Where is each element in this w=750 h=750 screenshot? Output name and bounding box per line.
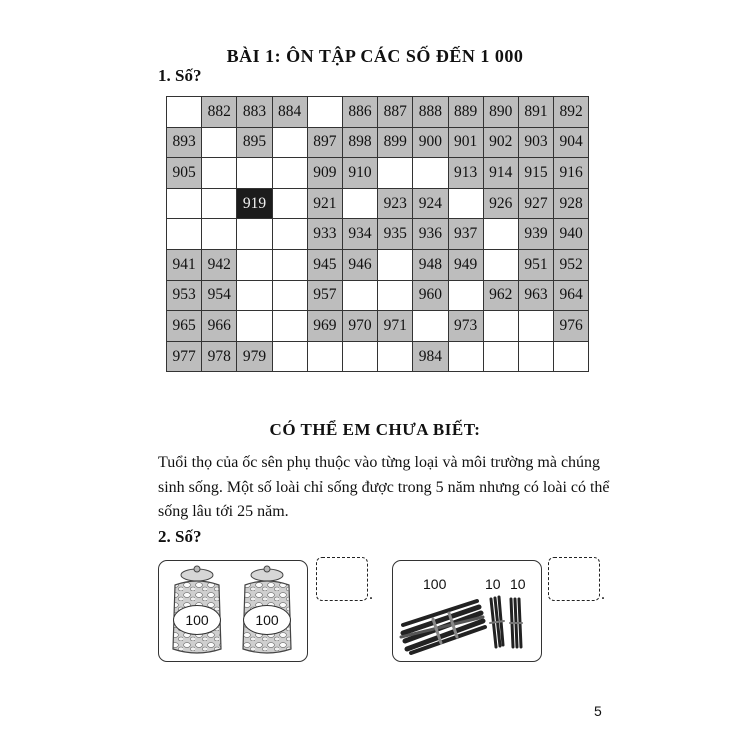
grid-empty-cell[interactable] xyxy=(272,188,307,219)
grid-empty-cell[interactable] xyxy=(448,341,483,372)
grid-number-cell: 926 xyxy=(483,188,518,219)
grid-empty-cell[interactable] xyxy=(342,280,377,311)
grid-empty-cell[interactable] xyxy=(448,188,483,219)
page-number: 5 xyxy=(594,703,602,719)
grid-number-cell: 973 xyxy=(448,311,483,342)
grid-row xyxy=(167,219,589,250)
grid-number-cell: 900 xyxy=(413,127,448,158)
grid-number-cell: 935 xyxy=(378,219,413,250)
grid-number-cell: 942 xyxy=(202,249,237,280)
grid-number-cell: 936 xyxy=(413,219,448,250)
grid-empty-cell[interactable] xyxy=(342,188,377,219)
grid-number-cell: 901 xyxy=(448,127,483,158)
grid-number-cell: 927 xyxy=(518,188,553,219)
grid-number-cell: 882 xyxy=(202,97,237,128)
grid-number-cell: 928 xyxy=(554,188,589,219)
grid-number-cell: 924 xyxy=(413,188,448,219)
grid-empty-cell[interactable] xyxy=(272,311,307,342)
grid-number-cell: 895 xyxy=(237,127,272,158)
grid-number-cell: 976 xyxy=(554,311,589,342)
ten-bundle-1-icon xyxy=(490,597,504,647)
grid-row xyxy=(167,188,589,219)
ten-label-2: 10 xyxy=(510,576,526,592)
hundred-label: 100 xyxy=(423,576,447,592)
grid-empty-cell[interactable] xyxy=(167,219,202,250)
grid-number-cell: 898 xyxy=(342,127,377,158)
grid-empty-cell[interactable] xyxy=(413,158,448,189)
grid-number-cell: 903 xyxy=(518,127,553,158)
grid-number-cell: 979 xyxy=(237,341,272,372)
grid-empty-cell[interactable] xyxy=(307,341,342,372)
grid-number-cell: 957 xyxy=(307,280,342,311)
grid-empty-cell[interactable] xyxy=(237,311,272,342)
grid-number-cell: 970 xyxy=(342,311,377,342)
grid-number-cell: 890 xyxy=(483,97,518,128)
grid-empty-cell[interactable] xyxy=(202,127,237,158)
fact-paragraph: Tuổi thọ của ốc sên phụ thuộc vào từng loại và môi trường mà chúng sinh sống. Một số loài chỉ sống được trong 5 năm nhưng có loài có thể sống lâu tới 25 năm. xyxy=(158,454,610,520)
grid-empty-cell[interactable] xyxy=(272,127,307,158)
grid-empty-cell[interactable] xyxy=(237,280,272,311)
grid-empty-cell[interactable] xyxy=(483,249,518,280)
ten-bundle-2-icon xyxy=(510,599,522,647)
grid-empty-cell[interactable] xyxy=(237,158,272,189)
grid-empty-cell[interactable] xyxy=(413,311,448,342)
grid-empty-cell[interactable] xyxy=(167,188,202,219)
grid-number-cell: 921 xyxy=(307,188,342,219)
grid-number-cell: 910 xyxy=(342,158,377,189)
grid-number-cell: 891 xyxy=(518,97,553,128)
grid-number-cell: 883 xyxy=(237,97,272,128)
grid-number-cell: 914 xyxy=(483,158,518,189)
grid-empty-cell[interactable] xyxy=(378,158,413,189)
grid-number-cell: 978 xyxy=(202,341,237,372)
grid-empty-cell[interactable] xyxy=(483,341,518,372)
grid-number-cell: 964 xyxy=(554,280,589,311)
grid-empty-cell[interactable] xyxy=(483,311,518,342)
grid-empty-cell[interactable] xyxy=(202,158,237,189)
grid-number-cell: 939 xyxy=(518,219,553,250)
grid-number-cell: 897 xyxy=(307,127,342,158)
grid-number-cell: 902 xyxy=(483,127,518,158)
grid-row xyxy=(167,311,589,342)
answer-box-2[interactable] xyxy=(548,557,600,601)
grid-number-cell: 960 xyxy=(413,280,448,311)
grid-empty-cell[interactable] xyxy=(554,341,589,372)
grid-number-cell: 969 xyxy=(307,311,342,342)
grid-number-cell: 965 xyxy=(167,311,202,342)
grid-number-cell: 948 xyxy=(413,249,448,280)
grid-number-cell: 913 xyxy=(448,158,483,189)
grid-row xyxy=(167,158,589,189)
grid-row xyxy=(167,341,589,372)
grid-number-cell: 949 xyxy=(448,249,483,280)
grid-number-cell: 893 xyxy=(167,127,202,158)
grid-empty-cell[interactable] xyxy=(448,280,483,311)
grid-number-cell: 899 xyxy=(378,127,413,158)
grid-number-cell: 933 xyxy=(307,219,342,250)
grid-number-cell: 923 xyxy=(378,188,413,219)
grid-row xyxy=(167,127,589,158)
jar-1-label: 100 xyxy=(173,605,221,635)
grid-number-cell: 977 xyxy=(167,341,202,372)
grid-empty-cell[interactable] xyxy=(237,219,272,250)
grid-number-cell: 954 xyxy=(202,280,237,311)
exercise-2-label: 2. Số? xyxy=(158,527,202,546)
grid-empty-cell[interactable] xyxy=(272,341,307,372)
grid-number-cell: 941 xyxy=(167,249,202,280)
grid-empty-cell[interactable] xyxy=(167,97,202,128)
answer-1-period: . xyxy=(369,586,373,603)
grid-row xyxy=(167,97,589,128)
grid-number-cell: 945 xyxy=(307,249,342,280)
grid-number-cell: 915 xyxy=(518,158,553,189)
grid-empty-cell[interactable] xyxy=(378,341,413,372)
answer-box-1[interactable] xyxy=(316,557,368,601)
grid-number-cell: 889 xyxy=(448,97,483,128)
grid-number-cell: 971 xyxy=(378,311,413,342)
grid-number-cell: 934 xyxy=(342,219,377,250)
grid-number-cell: 984 xyxy=(413,341,448,372)
grid-empty-cell[interactable] xyxy=(342,341,377,372)
grid-row xyxy=(167,249,589,280)
grid-number-cell: 963 xyxy=(518,280,553,311)
grid-empty-cell[interactable] xyxy=(307,97,342,128)
grid-number-cell: 888 xyxy=(413,97,448,128)
grid-number-cell: 966 xyxy=(202,311,237,342)
grid-number-cell: 892 xyxy=(554,97,589,128)
grid-empty-cell[interactable] xyxy=(272,158,307,189)
grid-number-cell: 916 xyxy=(554,158,589,189)
grid-empty-cell[interactable] xyxy=(202,219,237,250)
grid-number-cell: 905 xyxy=(167,158,202,189)
grid-number-cell: 952 xyxy=(554,249,589,280)
did-you-know-heading: CÓ THỂ EM CHƯA BIẾT: xyxy=(269,420,481,439)
grid-highlighted-cell: 919 xyxy=(237,188,272,219)
number-grid xyxy=(166,96,589,372)
exercise-1-label: 1. Số? xyxy=(158,66,202,85)
grid-empty-cell[interactable] xyxy=(237,249,272,280)
grid-number-cell: 962 xyxy=(483,280,518,311)
grid-empty-cell[interactable] xyxy=(272,280,307,311)
jars-picture-box xyxy=(158,560,308,662)
grid-empty-cell[interactable] xyxy=(518,341,553,372)
grid-number-cell: 953 xyxy=(167,280,202,311)
grid-number-cell: 937 xyxy=(448,219,483,250)
grid-number-cell: 886 xyxy=(342,97,377,128)
jar-2-label: 100 xyxy=(243,605,291,635)
sticks-picture-box xyxy=(392,560,542,662)
grid-empty-cell[interactable] xyxy=(202,188,237,219)
grid-number-cell: 904 xyxy=(554,127,589,158)
grid-empty-cell[interactable] xyxy=(518,311,553,342)
lesson-title: BÀI 1: ÔN TẬP CÁC SỐ ĐẾN 1 000 xyxy=(226,46,524,66)
grid-number-cell: 940 xyxy=(554,219,589,250)
hundred-bundle-icon xyxy=(401,601,485,653)
grid-number-cell: 951 xyxy=(518,249,553,280)
grid-number-cell: 946 xyxy=(342,249,377,280)
grid-number-cell: 909 xyxy=(307,158,342,189)
grid-empty-cell[interactable] xyxy=(378,249,413,280)
grid-empty-cell[interactable] xyxy=(272,219,307,250)
ten-label-1: 10 xyxy=(485,576,501,592)
answer-2-period: . xyxy=(601,586,605,603)
grid-empty-cell[interactable] xyxy=(483,219,518,250)
grid-number-cell: 887 xyxy=(378,97,413,128)
grid-empty-cell[interactable] xyxy=(272,249,307,280)
grid-empty-cell[interactable] xyxy=(378,280,413,311)
grid-row xyxy=(167,280,589,311)
grid-number-cell: 884 xyxy=(272,97,307,128)
